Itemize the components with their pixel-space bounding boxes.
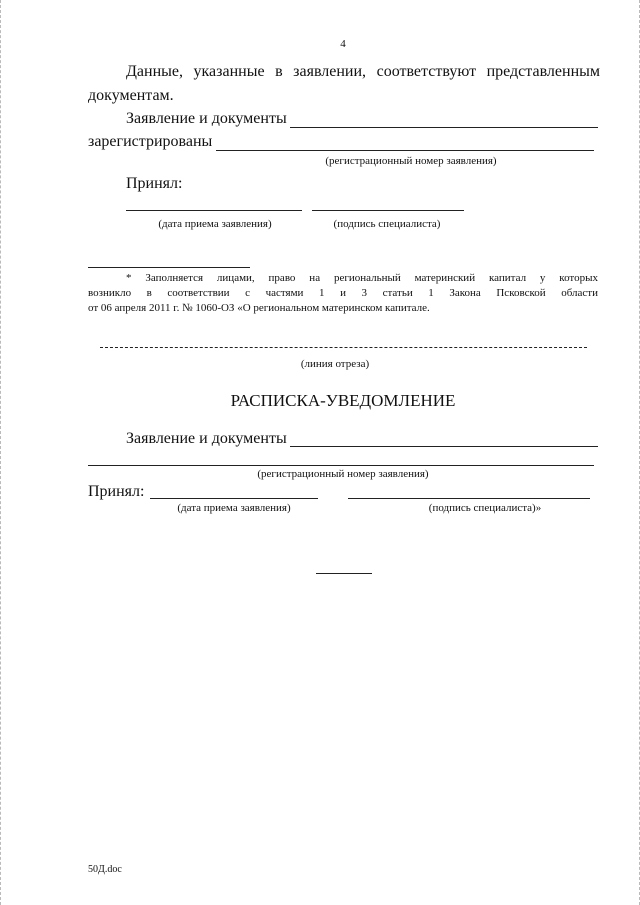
registration-docs-label: Заявление и документы xyxy=(126,110,287,127)
footnote-separator xyxy=(88,267,250,268)
receipt-signature-line[interactable] xyxy=(348,498,590,499)
confirmation-line-2: документам. xyxy=(88,87,174,104)
receipt-accepted-label: Принял: xyxy=(88,483,145,500)
registration-signature-line[interactable] xyxy=(312,210,464,211)
end-of-document-line xyxy=(316,573,372,574)
cut-line-caption: (линия отреза) xyxy=(300,358,370,370)
registration-number-caption: (регистрационный номер заявления) xyxy=(325,155,497,167)
receipt-number-caption: (регистрационный номер заявления) xyxy=(257,468,429,480)
registration-accepted-label: Принял: xyxy=(126,175,183,192)
registration-docs-line[interactable] xyxy=(290,127,598,128)
footnote-line-1: * Заполняется лицами, право на региональный материнский капитал у которых xyxy=(126,272,598,284)
page-number: 4 xyxy=(340,38,346,50)
footnote-line-3: от 06 апреля 2011 г. № 1060-ОЗ «О региональном материнском капитале. xyxy=(88,302,430,314)
registration-registered-label: зарегистрированы xyxy=(88,133,213,150)
receipt-signature-caption: (подпись специалиста)» xyxy=(428,502,542,514)
page-left-edge xyxy=(0,0,3,905)
registration-date-line[interactable] xyxy=(126,210,302,211)
confirmation-line-1: Данные, указанные в заявлении, соответствуют представленным xyxy=(126,63,600,80)
registration-signature-caption: (подпись специалиста) xyxy=(333,218,441,230)
registration-date-caption: (дата приема заявления) xyxy=(158,218,272,230)
cut-line xyxy=(100,347,587,348)
registration-number-line[interactable] xyxy=(216,150,594,151)
receipt-title: РАСПИСКА-УВЕДОМЛЕНИЕ xyxy=(230,391,456,410)
receipt-number-line[interactable] xyxy=(88,465,594,466)
receipt-docs-label: Заявление и документы xyxy=(126,430,287,447)
receipt-date-caption: (дата приема заявления) xyxy=(177,502,291,514)
footnote-line-2: возникло в соответствии с частями 1 и 3 статьи 1 Закона Псковской области xyxy=(88,287,598,299)
file-name: 50Д.doc xyxy=(88,864,122,875)
receipt-docs-line[interactable] xyxy=(290,446,598,447)
receipt-date-line[interactable] xyxy=(150,498,318,499)
